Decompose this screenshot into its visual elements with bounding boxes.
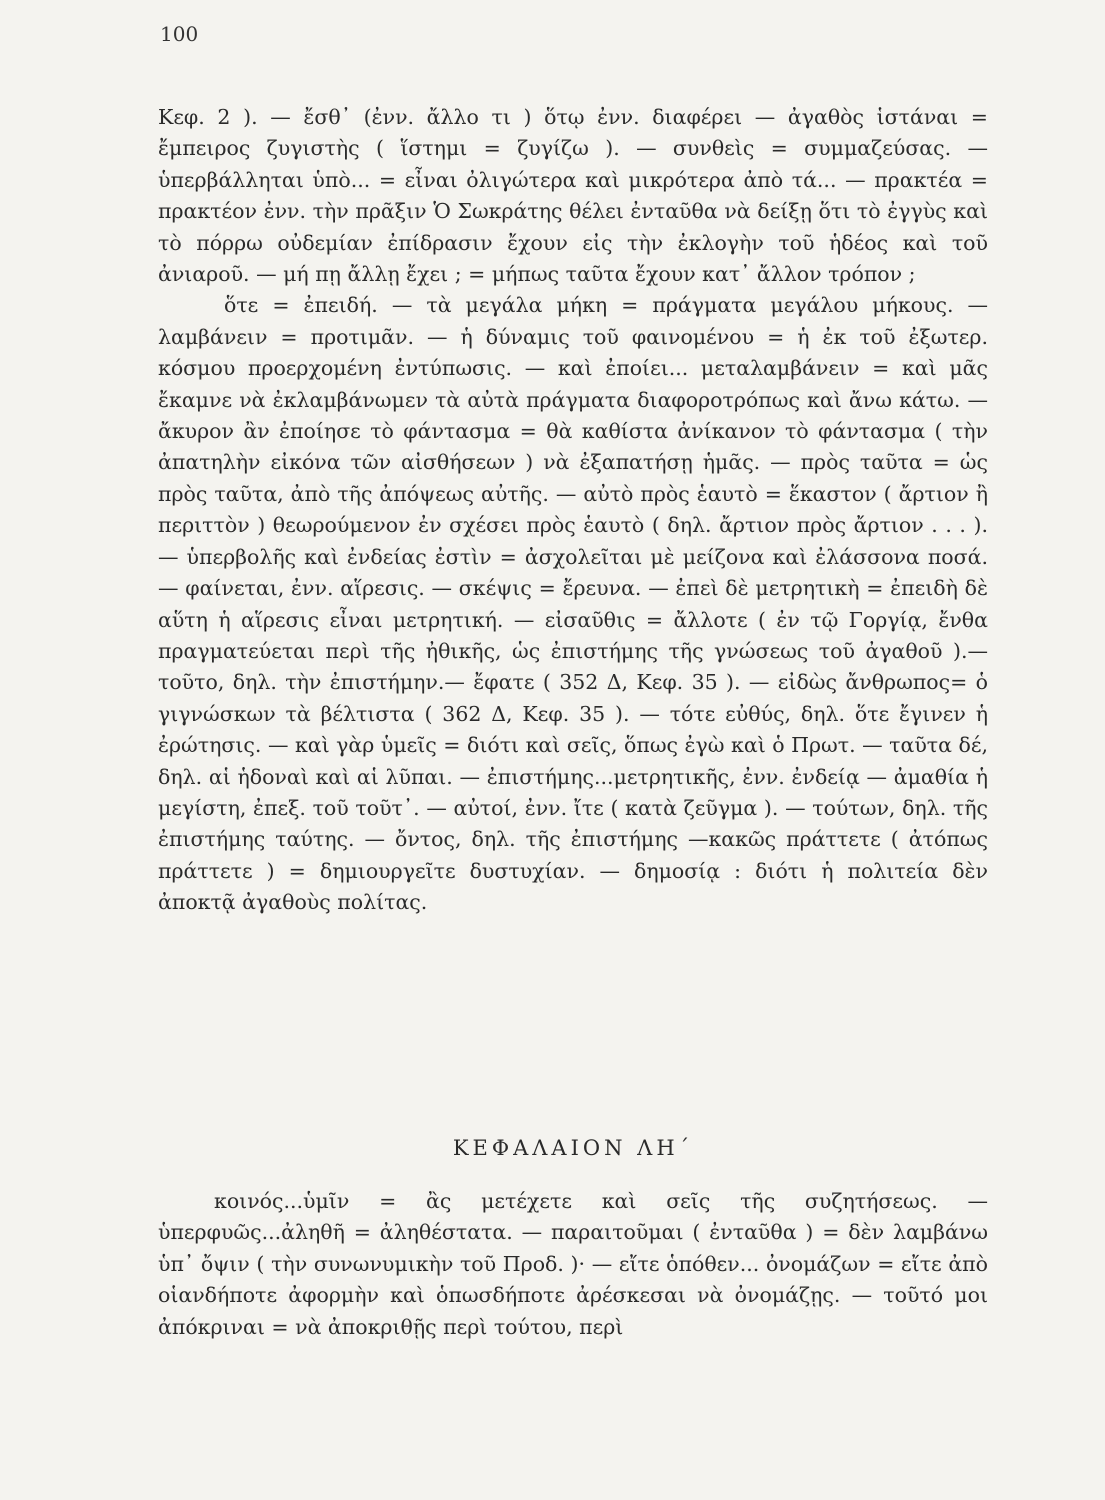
commentary-section [158,1186,988,1343]
paragraph: κοινός...ὑμῖν = ἂς μετέχετε καὶ σεῖς τῆς συζητήσεως. — ὑπερφυῶς...ἀληθῆ = ἀληθέστατα. — παραιτοῦμαι ( ἐνταῦθα ) = δὲν λαμβάνω ὑπ᾽ ὄψιν ( τὴν συνωνυμικὴν τοῦ Προδ. )· — εἴτε ὁπόθεν... ὀνομάζων = εἴτε ἀπὸ οἱανδήποτε ἀφορμὴν καὶ ὁπωσδήποτε ἀρέσκεσαι νὰ ὀνομάζῃς. — τοῦτό μοι ἀπόκριναι = νὰ ἀποκριθῇς περὶ τούτου, περὶ [158,1189,988,1339]
commentary-section [158,102,988,919]
paragraph: Κεφ. 2 ). — ἔσθ᾽ (ἐνν. ἄλλο τι ) ὅτῳ ἐνν. διαφέρει — ἀγαθὸς ἱστάναι = ἔμπειρος ζυγιστὴς ( ἵστημι = ζυγίζω ). — συνθεὶς = συμμαζεύσας. — ὑπερβάλληται ὑπὸ... = εἶναι ὀλιγώτερα καὶ μικρότερα ἀπὸ τά... — πρακτέα = πρακτέον ἐνν. τὴν πρᾶξιν Ὁ Σωκράτης θέλει ἐνταῦθα νὰ δείξῃ ὅτι τὸ ἐγγὺς καὶ τὸ πόρρω οὐδεμίαν ἐπίδρασιν ἔχουν εἰς τὴν ἐκλογὴν τοῦ ἡδέος καὶ τοῦ ἀνιαροῦ. — μή πῃ ἄλλῃ ἔχει ; = μήπως ταῦτα ἔχουν κατ᾽ ἄλλον τρόπον ; [158,105,988,287]
chapter-heading: ΚΕΦΑΛΑΙΟΝ ΛΗ΄ [452,1136,694,1160]
page-number: 100 [160,22,199,46]
paragraph: ὅτε = ἐπειδή. — τὰ μεγάλα μήκη = πράγματα μεγάλου μήκους. — λαμβάνειν = προτιμᾶν. — ἡ δύναμις τοῦ φαινομένου = ἡ ἐκ τοῦ ἐξωτερ. κόσμου προερχομένη ἐντύπωσις. — καὶ ἐποίει... μεταλαμβάνειν = καὶ μᾶς ἔκαμνε νὰ ἐκλαμβάνωμεν τὰ αὐτὰ πράγματα διαφοροτρόπως καὶ ἄνω κάτω. — ἄκυρον ἂν ἐποίησε τὸ φάντασμα = θὰ καθίστα ἀνίκανον τὸ φάντασμα ( τὴν ἀπατηλὴν εἰκόνα τῶν αἰσθήσεων ) νὰ ἐξαπατήσῃ ἡμᾶς. — πρὸς ταῦτα = ὡς πρὸς ταῦτα, ἀπὸ τῆς ἀπόψεως αὐτῆς. — αὐτὸ πρὸς ἑαυτὸ = ἕκαστον ( ἄρτιον ἢ περιττὸν ) θεωρούμενον ἐν σχέσει πρὸς ἑαυτὸ ( δηλ. ἄρτιον πρὸς ἄρτιον . . . ).— ὑπερβολῆς καὶ ἐνδείας ἐστὶν = ἀσχολεῖται μὲ μείζονα καὶ ἐλάσσονα ποσά. — φαίνεται, ἐνν. αἵρεσις. — σκέψις = ἔρευνα. — ἐπεὶ δὲ μετρητικὴ = ἐπειδὴ δὲ αὕτη ἡ αἵρεσις εἶναι μετρητική. — εἰσαῦθις = ἄλλοτε ( ἐν τῷ Γοργίᾳ, ἔνθα πραγματεύεται περὶ τῆς ἠθικῆς, ὡς ἐπιστήμης τῆς γνώσεως τοῦ ἀγαθοῦ ).— τοῦτο, δηλ. τὴν ἐπιστήμην.— ἔφατε ( 352 Δ, Κεφ. 35 ). — εἰδὼς ἄνθρωπος= ὁ γιγνώσκων τὰ βέλτιστα ( 362 Δ, Κεφ. 35 ). — τότε εὐθύς, δηλ. ὅτε ἔγινεν ἡ ἐρώτησις. — καὶ γὰρ ὑμεῖς = διότι καὶ σεῖς, ὅπως ἐγὼ καὶ ὁ Πρωτ. — ταῦτα δέ, δηλ. αἱ ἡδοναὶ καὶ αἱ λῦπαι. — ἐπιστήμης...μετρητικῆς, ἐνν. ἐνδείᾳ — ἀμαθία ἡ μεγίστη, ἐπεξ. τοῦ τοῦτ᾽. — αὐτοί, ἐνν. ἴτε ( κατὰ ζεῦγμα ). — τούτων, δηλ. τῆς ἐπιστήμης ταύτης. — ὄντος, δηλ. τῆς ἐπιστήμης —κακῶς πράττετε ( ἀτόπως πράττετε ) = δημιουργεῖτε δυστυχίαν. — δημοσίᾳ : διότι ἡ πολιτεία δὲν ἀποκτᾷ ἀγαθοὺς πολίτας. [158,293,988,915]
